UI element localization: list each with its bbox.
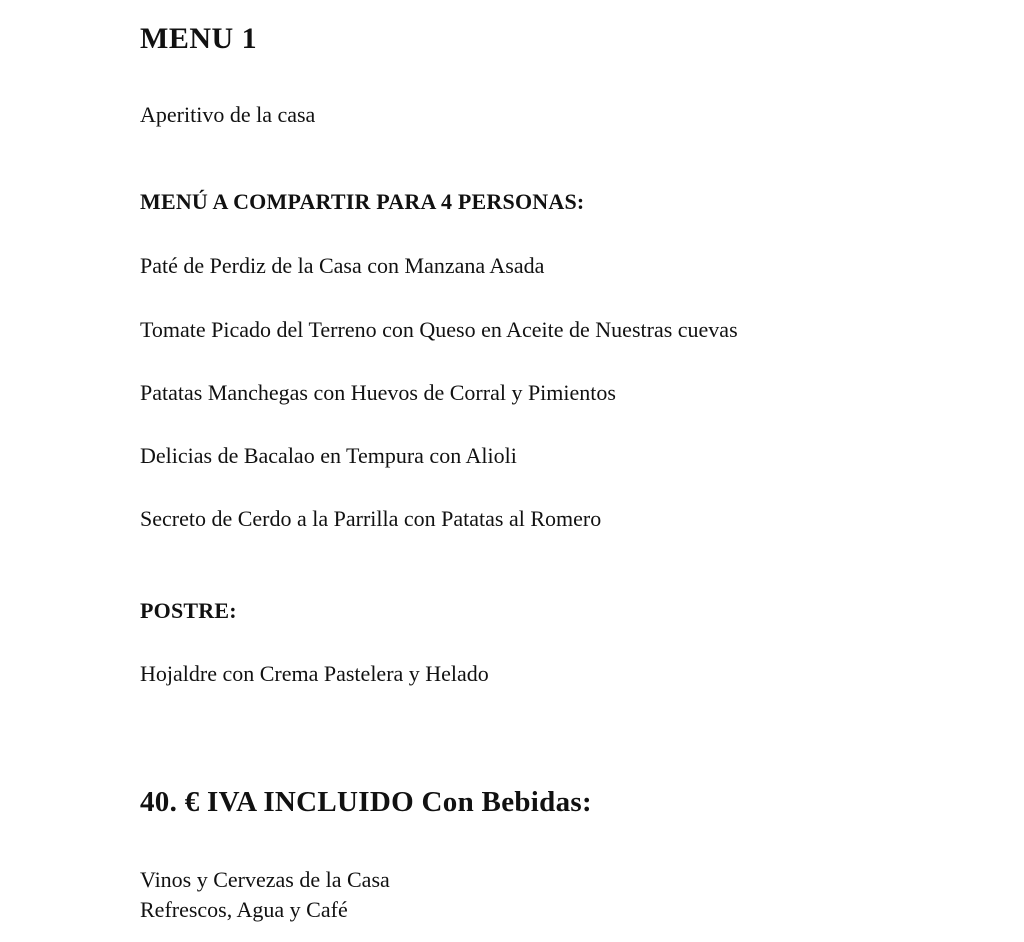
menu-item-patatas: Patatas Manchegas con Huevos de Corral y Pimientos	[140, 379, 616, 405]
menu-item-delicias: Delicias de Bacalao en Tempura con Alioli	[140, 443, 517, 469]
drink-line-vinos: Vinos y Cervezas de la Casa	[140, 867, 390, 893]
aperitif-line: Aperitivo de la casa	[140, 102, 316, 127]
menu-item-tomate: Tomate Picado del Terreno con Queso en Aceite de Nuestras cuevas	[140, 316, 738, 342]
dessert-section-heading: POSTRE:	[140, 597, 237, 623]
menu-item-secreto: Secreto de Cerdo a la Parrilla con Patatas al Romero	[140, 506, 602, 532]
dessert-item: Hojaldre con Crema Pastelera y Helado	[140, 660, 489, 686]
drinks-block	[140, 865, 964, 925]
menu-item-pate: Paté de Perdiz de la Casa con Manzana Asada	[140, 253, 545, 279]
price-heading: 40. € IVA INCLUIDO Con Bebidas:	[140, 786, 592, 819]
menu-title: MENU 1	[140, 22, 258, 55]
sharing-section-heading: MENÚ A COMPARTIR PARA 4 PERSONAS:	[140, 189, 585, 215]
drink-line-refrescos: Refrescos, Agua y Café	[140, 897, 348, 923]
